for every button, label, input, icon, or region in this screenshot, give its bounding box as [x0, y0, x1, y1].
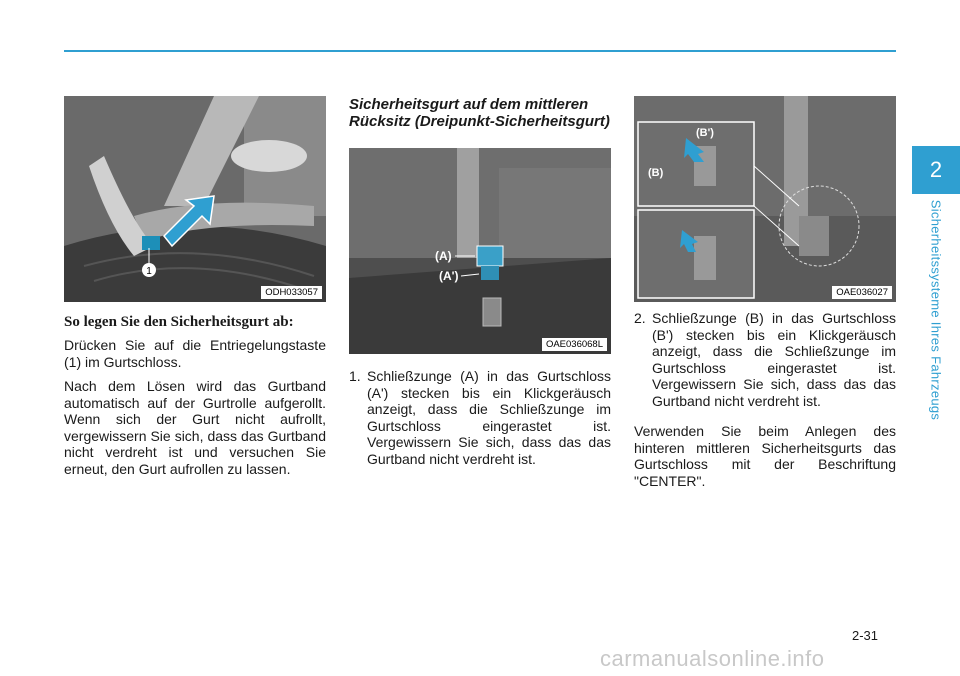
- section-heading: Sicherheitsgurt auf dem mittleren Rücksitz (Dreipunkt-Sicherheitsgurt): [349, 96, 610, 130]
- label-a: (A): [435, 249, 452, 263]
- top-rule: [64, 50, 896, 52]
- right-column: [634, 96, 896, 497]
- callout-1: 1: [146, 266, 152, 277]
- buckle-detail-illustration: [634, 96, 896, 302]
- chapter-title: Sicherheitssysteme Ihres Fahrzeugs: [928, 199, 944, 421]
- item-text: Schließzunge (A) in das Gurtschloss (A') stecken bis ein Klickgeräusch anzeigt, dass die Schließzunge im Gurtschloss eingerastet ist. Vergewissern Sie sich, dass das das Gurtband nicht verdreht ist.: [367, 368, 611, 467]
- item-number: 1.: [349, 368, 361, 384]
- photo-code: ODH033057: [261, 286, 322, 299]
- buckle-release-photo: [64, 96, 326, 302]
- photo-code: OAE036068L: [542, 338, 607, 351]
- paragraph: Verwenden Sie beim Anlegen des hinteren mittleren Sicherheitsgurts das Gurtschloss mit der Beschriftung "CENTER".: [634, 423, 896, 489]
- chapter-tab: 2: [912, 146, 960, 194]
- middle-column: [349, 96, 611, 481]
- page-number: 2-31: [852, 628, 879, 643]
- paragraph: Nach dem Lösen wird das Gurtband automatisch auf der Gurtrolle aufgerollt. Wenn sich der Gurt nicht aufrollt, vergewissern Sie sich, dass das Gurtband nicht verdreht ist und versuchen Sie erneut, den Gurt aufrollen zu lassen.: [64, 378, 326, 477]
- label-b-prime: (B'): [696, 127, 714, 139]
- section-heading: So legen Sie den Sicherheitsgurt ab:: [64, 314, 294, 330]
- list-item: [634, 310, 896, 409]
- label-a-prime: (A'): [439, 269, 459, 283]
- buckle-detail-photo: [634, 96, 896, 302]
- center-seat-buckle-photo: [349, 148, 611, 354]
- paragraph: Drücken Sie auf die Entriegelungstaste (1) im Gurtschloss.: [64, 337, 326, 370]
- item-text: Schließzunge (B) in das Gurtschloss (B') stecken bis ein Klickgeräusch anzeigt, dass die Schließzunge im Gurtschloss eingerastet ist. Vergewissern Sie sich, dass das das Gurtband nicht verdreht ist.: [652, 310, 896, 409]
- buckle-release-illustration: [64, 96, 326, 302]
- label-b: (B): [648, 167, 664, 179]
- list-item: [349, 368, 611, 467]
- watermark: carmanualsonline.info: [600, 646, 825, 671]
- photo-code: OAE036027: [832, 286, 892, 299]
- left-column: [64, 96, 326, 485]
- center-seat-buckle-illustration: [349, 148, 611, 354]
- item-number: 2.: [634, 310, 646, 326]
